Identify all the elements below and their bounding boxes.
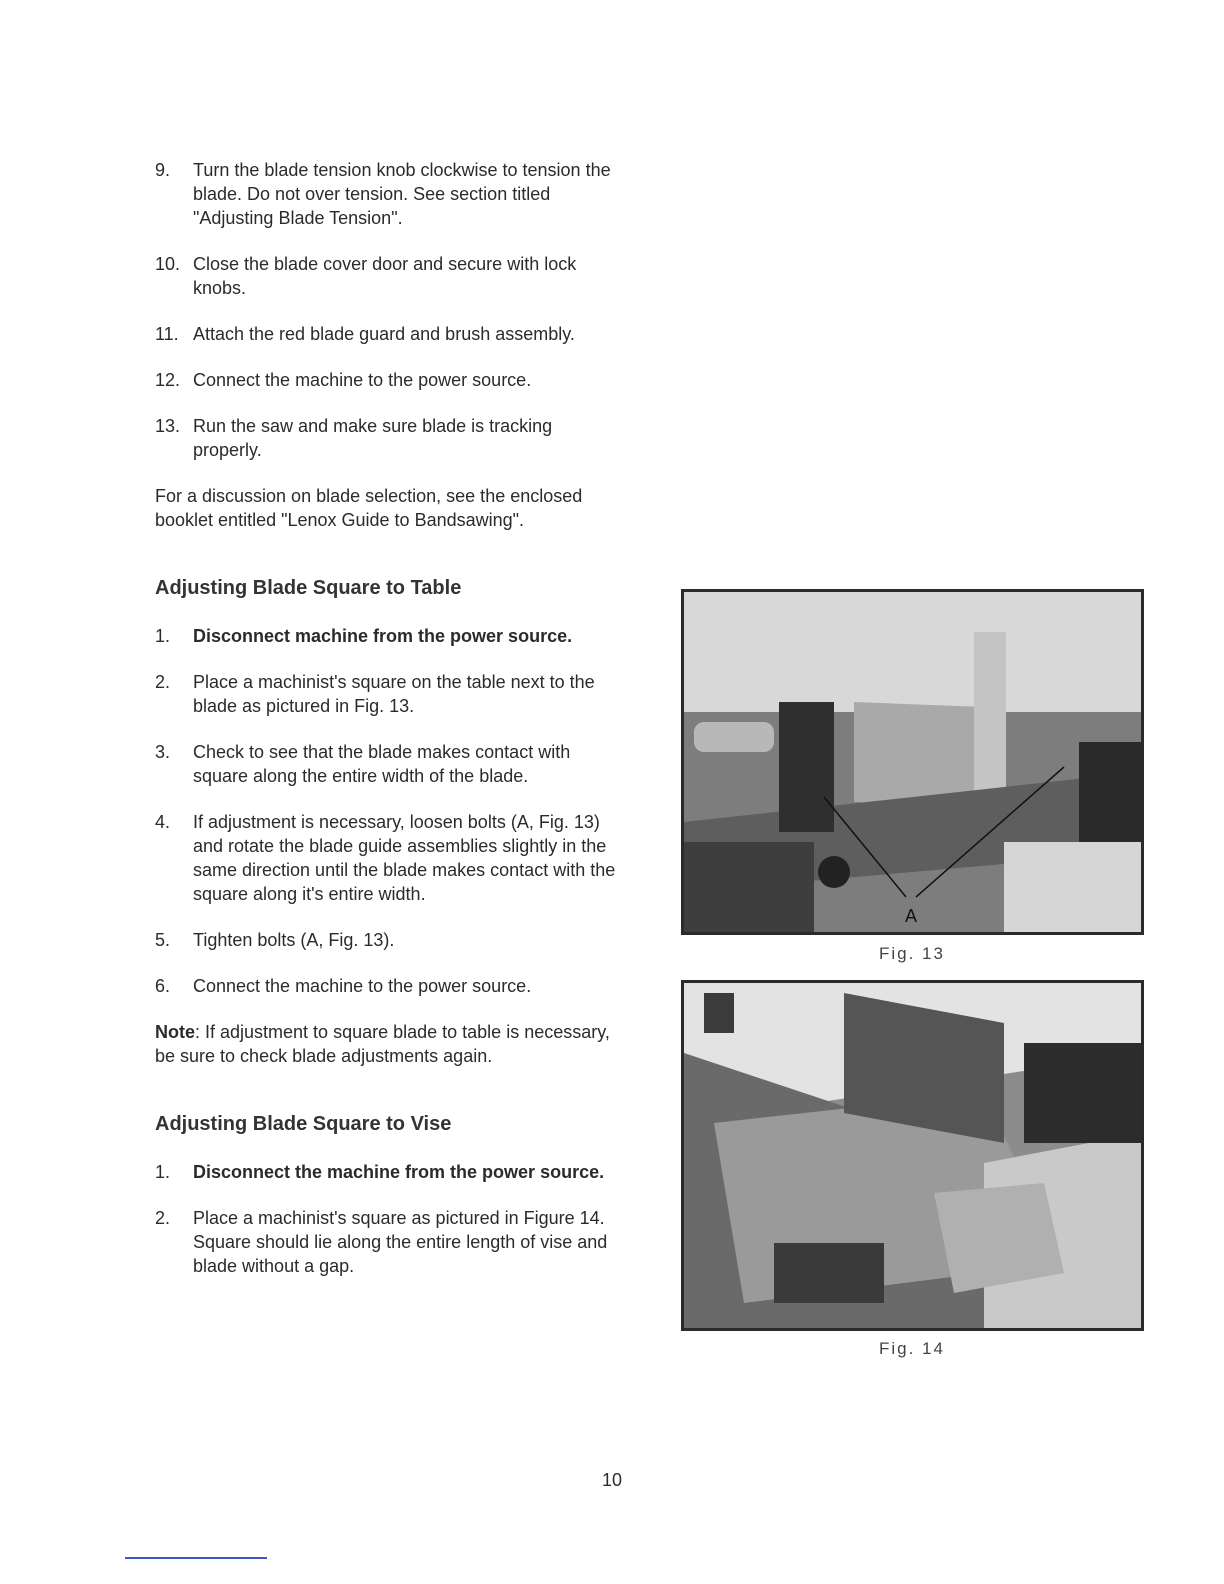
footer-rule bbox=[125, 1557, 267, 1559]
section-heading-vise: Adjusting Blade Square to Vise bbox=[155, 1113, 452, 1135]
list-item-text: Run the saw and make sure blade is tracking properly. bbox=[193, 416, 553, 460]
list-item-text: Turn the blade tension knob clockwise to tension the blade. Do not over tension. See section titled "Adjusting Blade Tension". bbox=[193, 160, 611, 228]
list-item bbox=[155, 810, 625, 906]
list-item-number: 12. bbox=[155, 370, 181, 390]
figure-13-photo bbox=[681, 589, 1144, 935]
list-item-number: 2. bbox=[155, 672, 171, 692]
list-item-text: Disconnect the machine from the power source. bbox=[193, 1162, 605, 1182]
bandsaw-blade-guide-photo-icon bbox=[684, 592, 1141, 932]
steps-table-list bbox=[155, 624, 625, 998]
list-item-number: 9. bbox=[155, 160, 171, 180]
list-item-number: 13. bbox=[155, 416, 181, 436]
list-item bbox=[155, 928, 625, 952]
list-item bbox=[155, 670, 625, 718]
note-text: : If adjustment to square blade to table is necessary, be sure to check blade adjustments again. bbox=[155, 1022, 610, 1066]
steps-vise-list bbox=[155, 1160, 625, 1278]
list-item bbox=[155, 740, 625, 788]
list-item-number: 4. bbox=[155, 812, 171, 832]
list-item bbox=[155, 252, 625, 300]
steps-top-list bbox=[155, 158, 625, 462]
list-item-text: Connect the machine to the power source. bbox=[193, 976, 532, 996]
list-item bbox=[155, 368, 625, 392]
list-item bbox=[155, 1206, 625, 1278]
list-item bbox=[155, 322, 625, 346]
list-item-number: 5. bbox=[155, 930, 171, 950]
list-item-text: Place a machinist's square as pictured in Figure 14. Square should lie along the entire length of vise and blade without a gap. bbox=[193, 1208, 608, 1276]
figure-14-photo bbox=[681, 980, 1144, 1331]
section-heading-table: Adjusting Blade Square to Table bbox=[155, 577, 462, 599]
list-item-number: 10. bbox=[155, 254, 181, 274]
note-label: Note bbox=[155, 1022, 195, 1042]
list-item-number: 1. bbox=[155, 1162, 171, 1182]
figure-13-caption: Fig. 13 bbox=[879, 944, 945, 963]
note-paragraph bbox=[155, 1020, 625, 1068]
list-item-text: Disconnect machine from the power source. bbox=[193, 626, 573, 646]
list-item-text: Check to see that the blade makes contact with square along the entire width of the blade. bbox=[193, 742, 571, 786]
list-item-text: Connect the machine to the power source. bbox=[193, 370, 532, 390]
list-item-text: Tighten bolts (A, Fig. 13). bbox=[193, 930, 395, 950]
list-item-text: Attach the red blade guard and brush assembly. bbox=[193, 324, 575, 344]
list-item bbox=[155, 158, 625, 230]
list-item-text: Close the blade cover door and secure with lock knobs. bbox=[193, 254, 577, 298]
list-item-number: 1. bbox=[155, 626, 171, 646]
list-item-number: 11. bbox=[155, 324, 179, 344]
list-item bbox=[155, 414, 625, 462]
list-item-number: 3. bbox=[155, 742, 171, 762]
list-item-number: 6. bbox=[155, 976, 171, 996]
list-item-number: 2. bbox=[155, 1208, 171, 1228]
bandsaw-vise-photo-icon bbox=[684, 983, 1141, 1328]
page-number: 10 bbox=[601, 1470, 623, 1490]
list-item bbox=[155, 624, 625, 648]
list-item bbox=[155, 1160, 625, 1184]
figure-13-callout: A bbox=[904, 906, 918, 926]
text-column bbox=[155, 158, 625, 1300]
list-item-text: If adjustment is necessary, loosen bolts (A, Fig. 13) and rotate the blade guide assemblies slightly in the same direction until the blade makes contact with the square along it's entire width. bbox=[193, 812, 616, 904]
discussion-paragraph: For a discussion on blade selection, see the enclosed booklet entitled "Lenox Guide to Bandsawing". bbox=[155, 486, 583, 530]
figure-14-caption: Fig. 14 bbox=[879, 1339, 945, 1358]
list-item bbox=[155, 974, 625, 998]
list-item-text: Place a machinist's square on the table next to the blade as pictured in Fig. 13. bbox=[193, 672, 595, 716]
